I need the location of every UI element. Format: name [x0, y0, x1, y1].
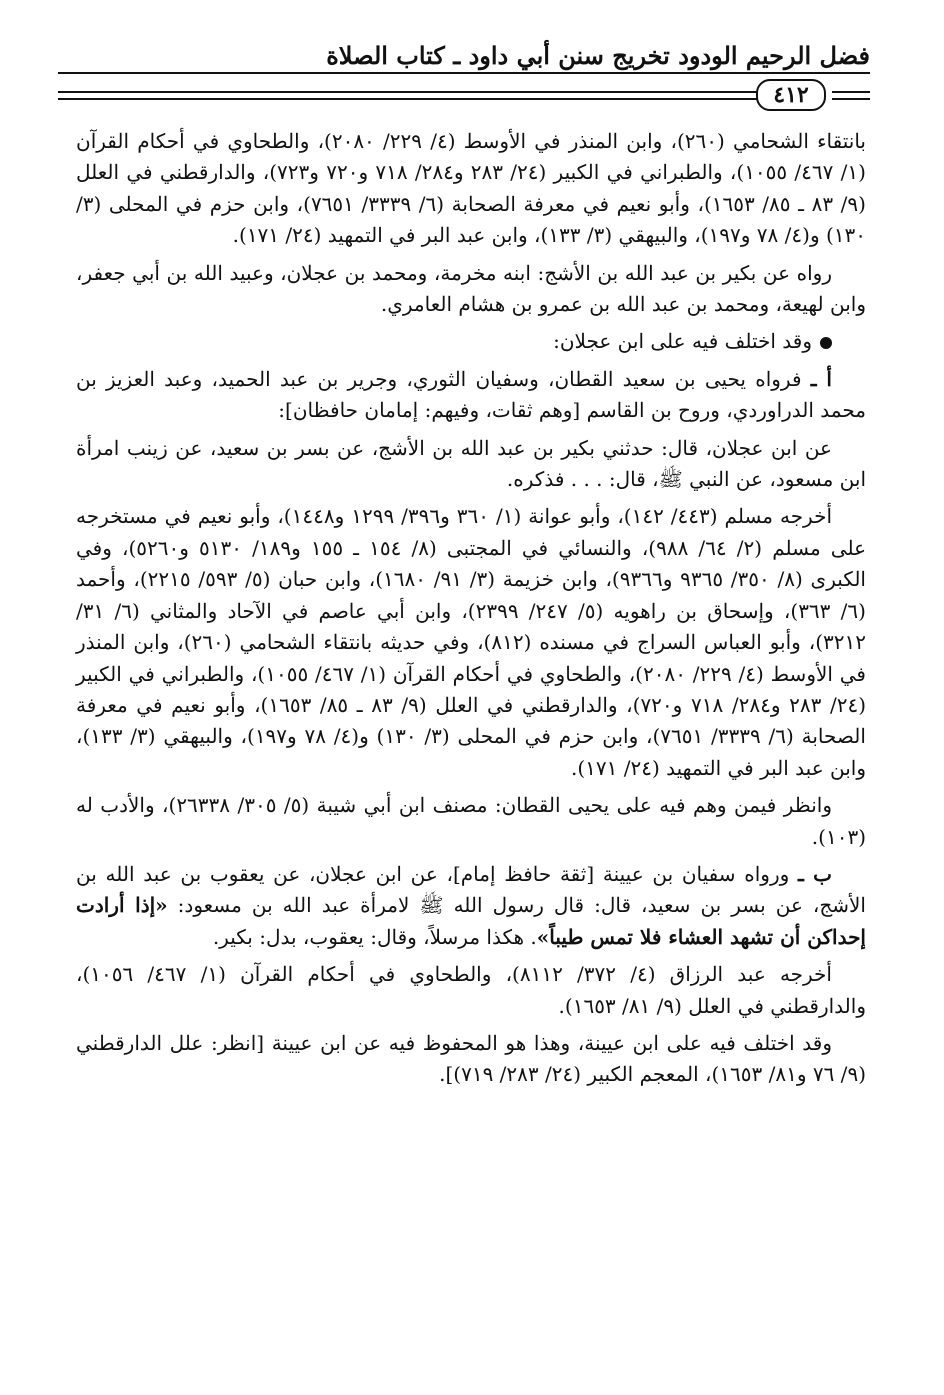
paragraph: عن ابن عجلان، قال: حدثني بكير بن عبد الله بن الأشج، عن بسر بن سعيد، عن زينب امرأة ابن مسعود، عن النبي ﷺ، قال: . . . فذكره. — [76, 435, 866, 492]
paragraph-text: . هكذا مرسلاً، وقال: يعقوب، بدل: بكير. — [212, 924, 537, 949]
paragraph: وقد اختلف فيه على ابن عيينة، وهذا هو المحفوظ فيه عن ابن عيينة [انظر: علل الدارقطني (٩/ ٧٦ و٨١/ ١٦٥٣)، المعجم الكبير (٢٤/ ٢٨٣/ ٧١٩)]. — [76, 1030, 866, 1087]
running-header — [58, 32, 870, 124]
section-marker: ب ـ — [798, 861, 833, 886]
hadith-quote: «إذا أرادت إحداكن أن تشهد العشاء فلا تمس طيباً» — [76, 893, 866, 949]
section-marker: أ ـ — [810, 366, 832, 391]
paragraph-text: ورواه سفيان بن عيينة [ثقة حافظ إمام]، عن ابن عجلان، عن يعقوب بن عبد الله بن الأشج، عن بسر بن سعيد، قال: قال رسول الله ﷺ لامرأة عبد الله بن مسعود: — [76, 861, 866, 918]
paragraph — [76, 326, 866, 357]
paragraph — [76, 859, 866, 953]
paragraph: أخرجه مسلم (٤٤٣/ ١٤٢)، وأبو عوانة (١/ ٣٦٠ و٣٩٦/ ١٢٩٩ و١٤٤٨)، وأبو نعيم في مستخرجه على مسلم (٢/ ٦٤/ ٩٨٨)، والنسائي في المجتبى (٨/ ١٥٤ ـ ١٥٥ و١٨٩/ ٥١٣٠ و٥٢٦٠)، وفي الكبرى (٨/ ٣٥٠/ ٩٣٦٥ و٩٣٦٦)، وابن خزيمة (٣/ ٩١/ ١٦٨٠)، وابن حبان (٥/ ٥٩٣/ ٢٢١٥)، وأحمد (٦/ ٣٦٣)، وإسحاق بن راهويه (٥/ ٢٤٧/ ٢٣٩٩)، وابن أبي عاصم في الآحاد والمثاني (٦/ ٣١/ ٣٢١٢)، وأبو العباس السراج في مسنده (٨١٢)، وفي حديثه بانتقاء الشحامي (٢٦٠)، وابن المنذر في الأوسط (٤/ ٢٢٩/ ٢٠٨٠)، والطحاوي في أحكام القرآن (١/ ٤٦٧/ ١٠٥٥)، والطبراني في الكبير (٢٤/ ٢٨٣ و٢٨٤/ ٧١٨ و٧٢٠)، والدارقطني في العلل (٩/ ٨٣ ـ ٨٥/ ١٦٥٣)، وأبو نعيم في معرفة الصحابة (٦/ ٣٣٣٩/ ٧٦٥١)، وابن حزم في المحلى (٣/ ١٣٠) و(٤/ ٧٨ و١٩٧)، والبيهقي (٣/ ١٣٣)، وابن عبد البر في التمهيد (٢٤/ ١٧١). — [76, 504, 867, 780]
bullet-icon — [820, 337, 832, 349]
paragraph: وانظر فيمن وهم فيه على يحيى القطان: مصنف ابن أبي شيبة (٥/ ٣٠٥/ ٢٦٣٣٨)، والأدب له (١٠٣). — [76, 793, 866, 849]
page-number: ٤١٢ — [756, 79, 826, 111]
header-rule — [58, 72, 870, 74]
paragraph-text: فرواه يحيى بن سعيد القطان، وسفيان الثوري، وجرير بن عبد الحميد، وعبد العزيز بن محمد الدراوردي، وروح بن القاسم [وهم ثقات، وفيهم: إمامان حافظان]: — [76, 366, 866, 423]
page-number-row — [58, 79, 870, 111]
ornament-rule-left — [58, 91, 758, 100]
paragraph — [76, 364, 866, 427]
paragraph: بانتقاء الشحامي (٢٦٠)، وابن المنذر في الأوسط (٤/ ٢٢٩/ ٢٠٨٠)، والطحاوي في أحكام القرآن (١/ ٤٦٧/ ١٠٥٥)، والطبراني في الكبير (٢٤/ ٢٨٣ و٢٨٤/ ٧١٨ و٧٢٠ و٧٢٣)، والدارقطني في العلل (٩/ ٨٣ ـ ٨٥/ ١٦٥٣)، وأبو نعيم في معرفة الصحابة (٦/ ٣٣٣٩/ ٧٦٥١)، وابن حزم في المحلى (٣/ ١٣٠) و(٤/ ٧٨ و١٩٧)، والبيهقي (٣/ ١٣٣)، وابن عبد البر في التمهيد (٢٤/ ١٧١). — [76, 129, 866, 248]
paragraph: رواه عن بكير بن عبد الله بن الأشج: ابنه مخرمة، ومحمد بن عجلان، وعبيد الله بن أبي جعفر، وابن لهيعة، ومحمد بن عبد الله بن عمرو بن هشام العامري. — [76, 260, 866, 317]
paragraph-text: وقد اختلف فيه على ابن عجلان: — [553, 329, 812, 354]
main-text — [76, 126, 866, 1097]
ornament-rule-right — [832, 91, 870, 100]
paragraph: أخرجه عبد الرزاق (٤/ ٣٧٢/ ٨١١٢)، والطحاوي في أحكام القرآن (١/ ٤٦٧/ ١٠٥٦)، والدارقطني في العلل (٩/ ٨١/ ١٦٥٣). — [76, 962, 866, 1018]
running-title: فضل الرحيم الودود تخريج سنن أبي داود ـ كتاب الصلاة — [326, 41, 870, 70]
